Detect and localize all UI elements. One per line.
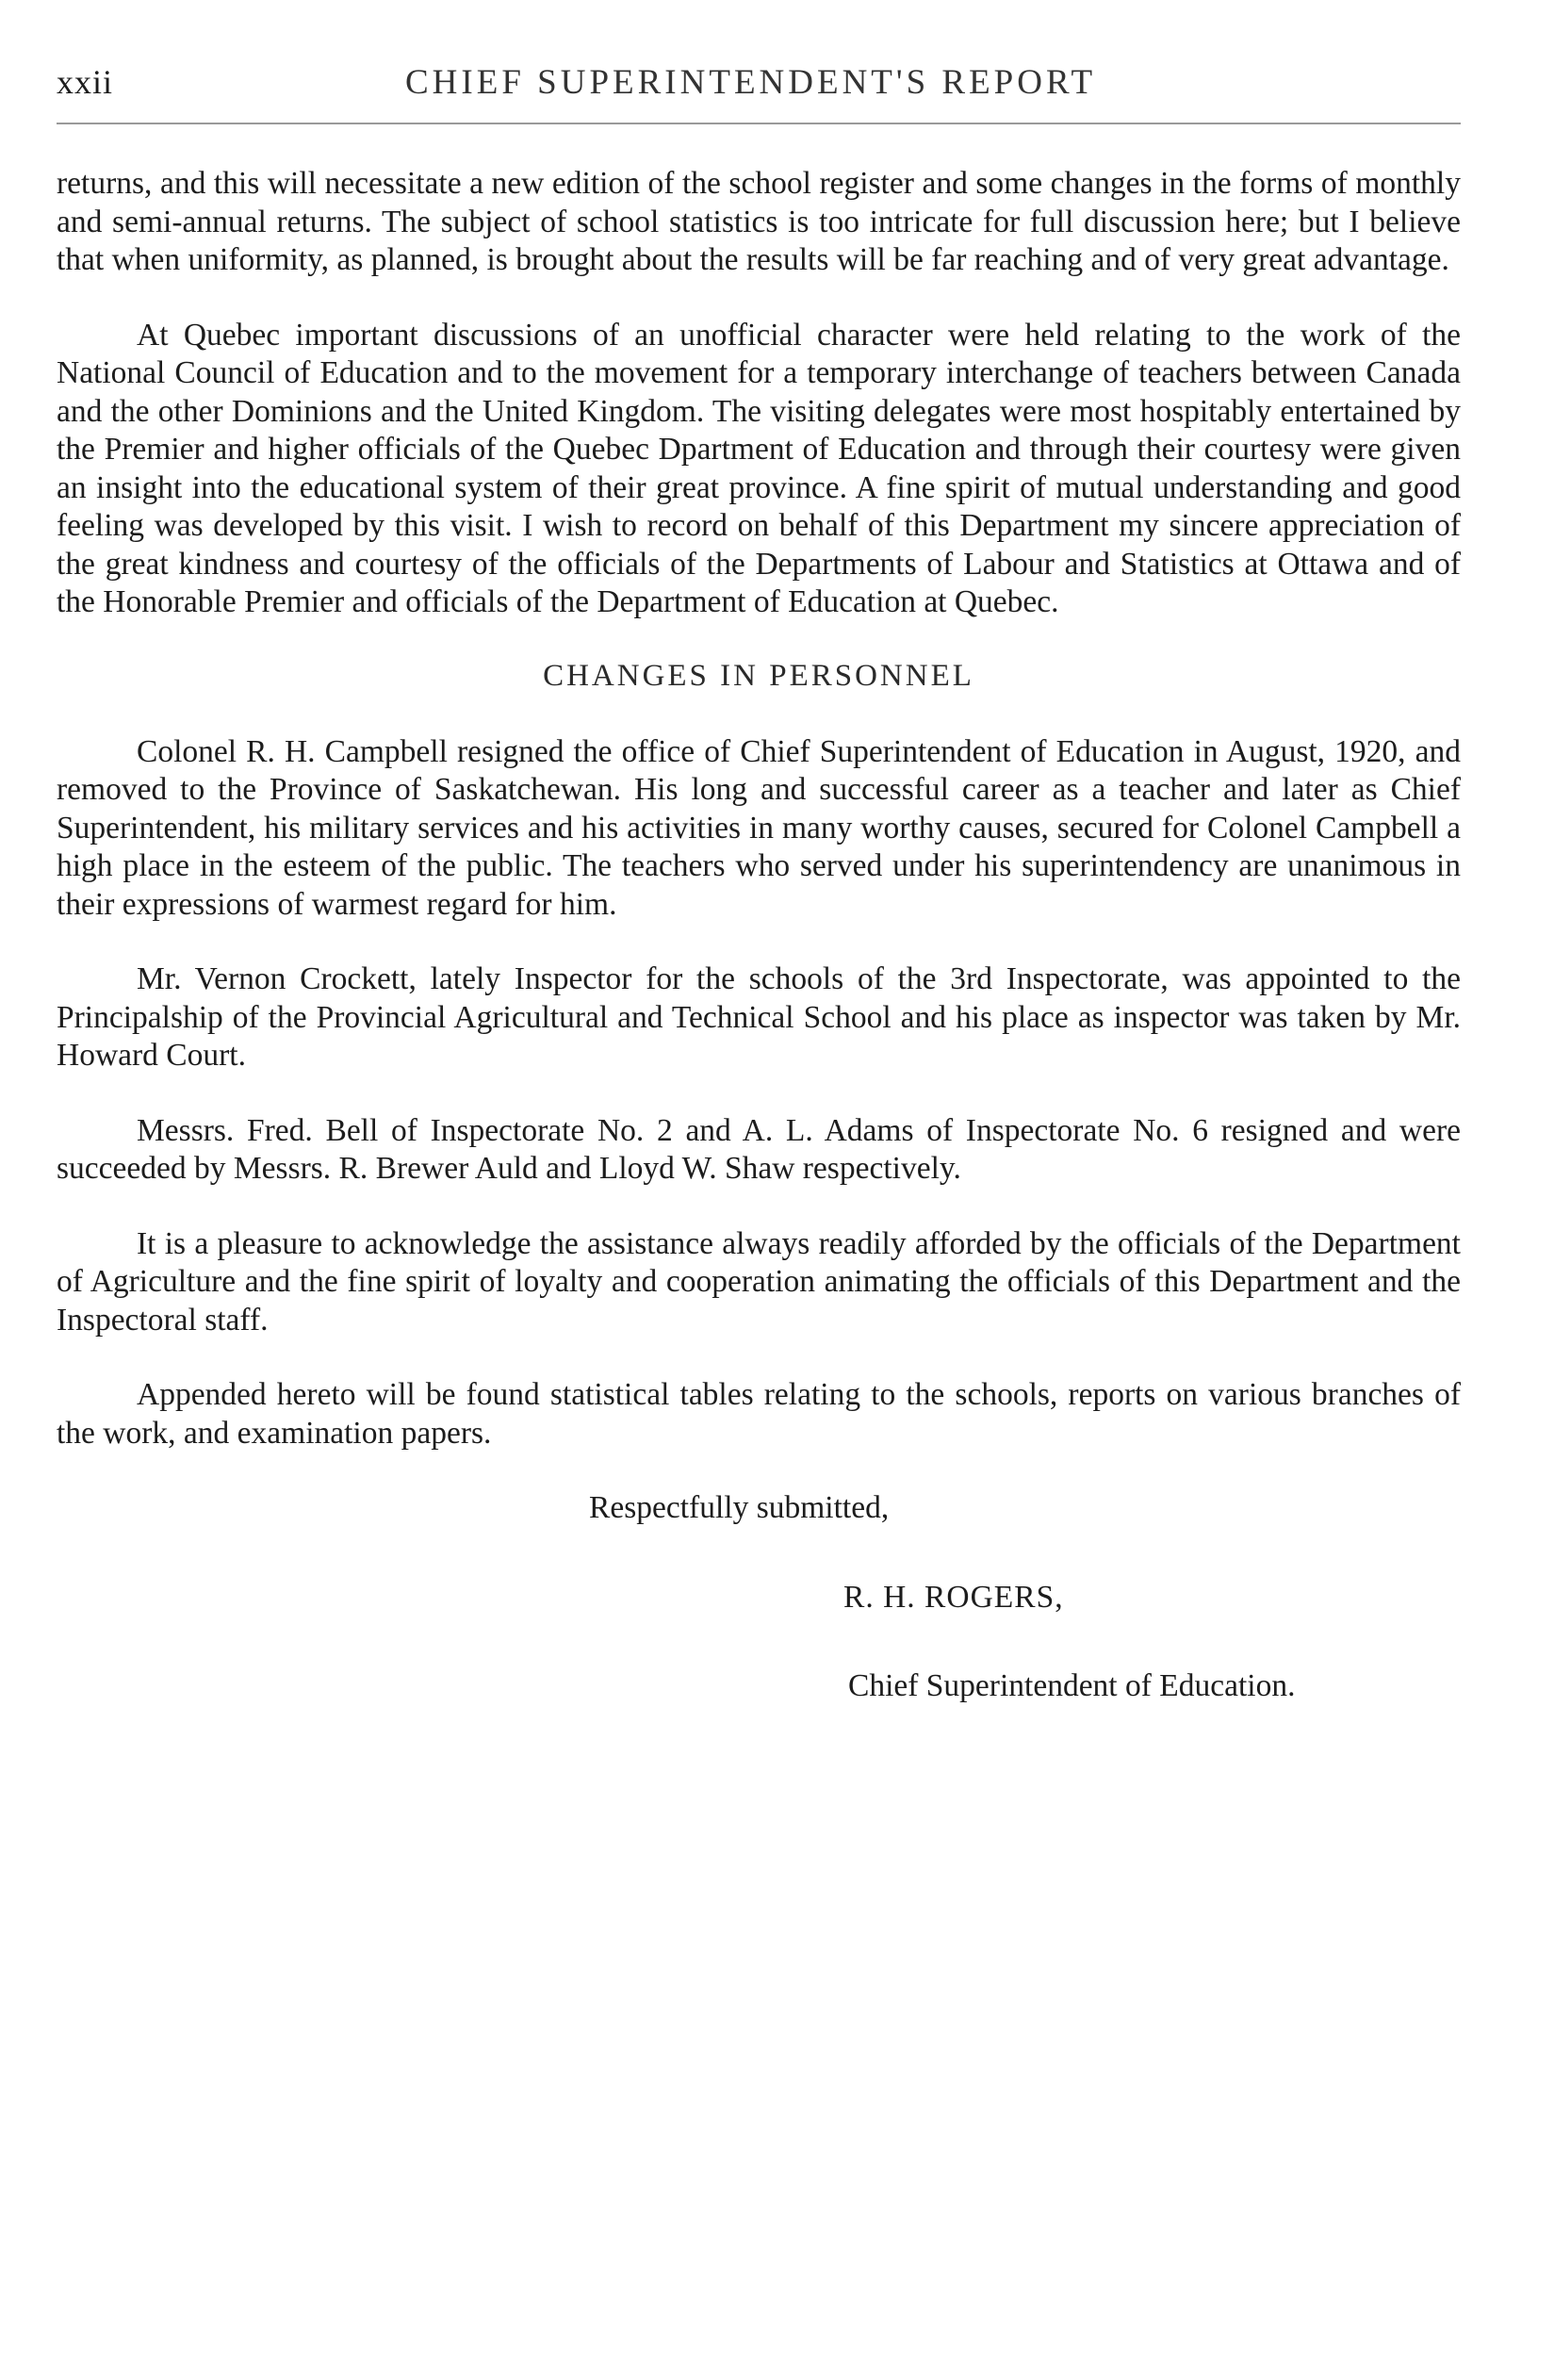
signatory-name: R. H. ROGERS, xyxy=(843,1579,1064,1615)
page-number: xxii xyxy=(57,63,114,101)
section-heading: CHANGES IN PERSONNEL xyxy=(543,658,974,693)
paragraph-statistics: returns, and this will necessitate a new edition of the school register and some changes in the forms of monthly and semi-annual returns. The subject of school statistics is too intricate for full discussion here; but I believe that when uniformity, as planned, is brought about the results will be far reaching and of very great advantage. xyxy=(57,166,1461,277)
report-body xyxy=(57,165,1461,1706)
paragraph-acknowledgement: It is a pleasure to acknowledge the assistance always readily afforded by the officials of the Department of Agriculture and the fine spirit of loyalty and cooperation animating the officials of this Department and the Inspectoral staff. xyxy=(57,1225,1461,1338)
paragraph-resignations: Messrs. Fred. Bell of Inspectorate No. 2 and A. L. Adams of Inspectorate No. 6 resigned and were succeeded by Messrs. R. Brewer Auld and Lloyd W. Shaw respectively. xyxy=(57,1112,1461,1186)
page-header xyxy=(57,62,1461,119)
closing-respectfully: Respectfully submitted, xyxy=(589,1490,890,1525)
paragraph-campbell: Colonel R. H. Campbell resigned the office of Chief Superintendent of Education in August, 1920, and removed to the Province of Saskatchewan. His long and successful career as a teacher and later as Chief Superintendent, his military services and his activities in many worthy causes, secured for Colonel Campbell a high place in the esteem of the public. The teachers who served under his superintendency are unanimous in their expressions of warmest regard for him. xyxy=(57,733,1461,922)
running-head: CHIEF SUPERINTENDENT'S REPORT xyxy=(405,63,1097,102)
paragraph-appended: Appended hereto will be found statistical tables relating to the schools, reports on various branches of the work, and examination papers. xyxy=(57,1377,1461,1451)
paragraph-quebec: At Quebec important discussions of an unofficial character were held relating to the work of the National Council of Education and to the movement for a temporary interchange of teachers between Canada and the other Dominions and the United Kingdom. The visiting delegates were most hospitably entertained by the Premier and higher officials of the Quebec Dpartment of Education and through their courtesy were given an insight into the educational system of their great province. A fine spirit of mutual understanding and good feeling was developed by this visit. I wish to record on behalf of this Department my sincere appreciation of the great kindness and courtesy of the officials of the Departments of Labour and Statistics at Ottawa and of the Honorable Premier and officials of the Department of Education at Quebec. xyxy=(57,317,1461,619)
header-rule xyxy=(57,123,1461,124)
paragraph-crockett: Mr. Vernon Crockett, lately Inspector for the schools of the 3rd Inspectorate, was appointed to the Principalship of the Provincial Agricultural and Technical School and his place as inspector was taken by Mr. Howard Court. xyxy=(57,961,1461,1073)
signatory-title: Chief Superintendent of Education. xyxy=(848,1668,1296,1703)
